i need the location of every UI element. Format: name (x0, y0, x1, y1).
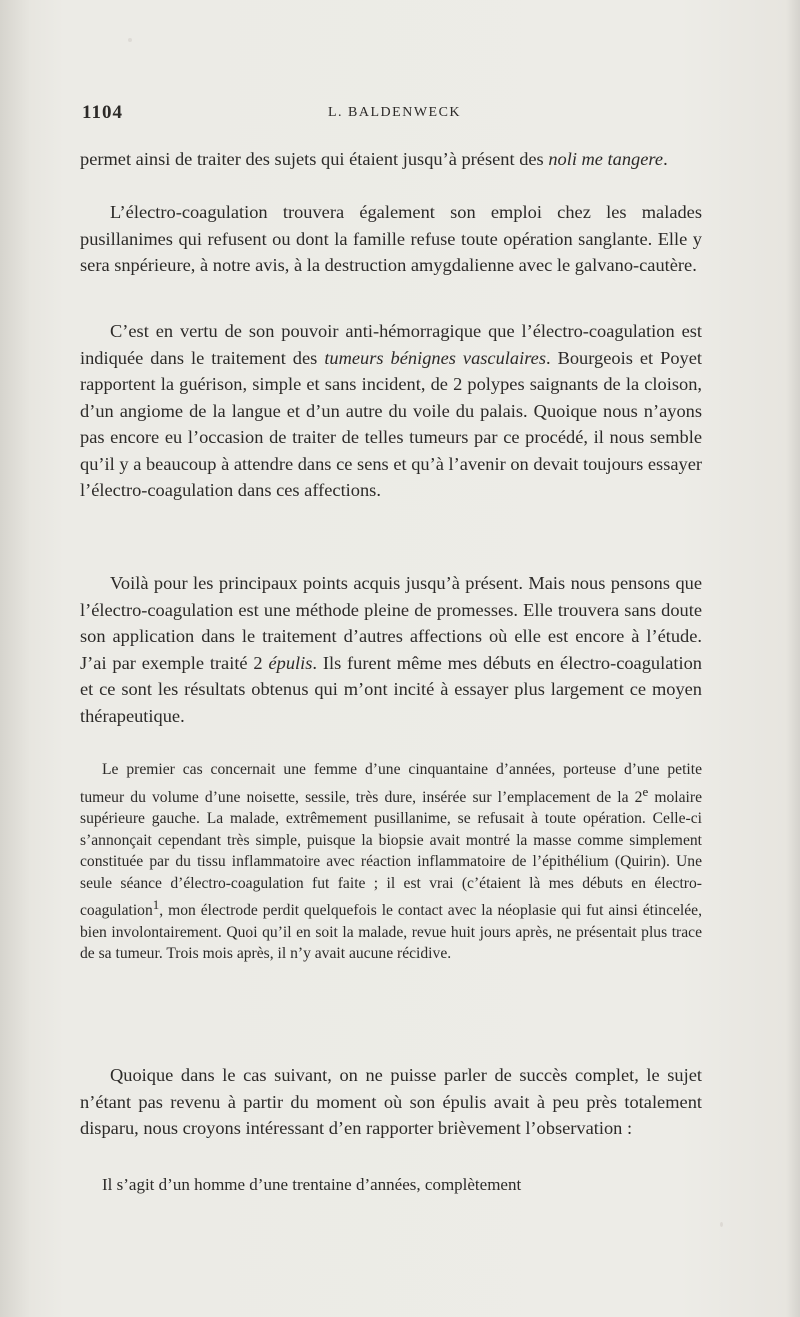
gutter-shadow (0, 0, 30, 1317)
case-note-before: Le premier cas concernait une femme d’une cinquantaine d’années, porteuse d’une petite tumeur du volume d’une noisette, sessile, très dure, insérée sur l’emplacement de la 2 (80, 761, 702, 806)
case-note (80, 759, 702, 965)
paper-speck (720, 1222, 723, 1227)
paragraph-4-italic: épulis (268, 652, 313, 673)
paragraph-1-text: permet ainsi de traiter des sujets qui étaient jusqu’à présent des (80, 149, 549, 169)
paragraph-3-after: . Bourgeois et Poyet rapportent la guérison, simple et sans incident, de 2 polypes saignants de la cloison, d’un angiome de la langue et d’un autre du voile du palais. Quoique nous n’ayons pas encore eu l’occasion de traiter de telles tumeurs par ce procédé, il nous semble qu’il y a beaucoup à attendre dans ce sens et qu’à l’avenir on devait toujours essayer l’électro-coagulation dans ces affections. (80, 347, 702, 500)
paragraph-1-end: . (663, 149, 668, 169)
paragraph-4 (80, 570, 702, 729)
footnote-reference: 1 (152, 897, 160, 913)
paper-speck (128, 38, 132, 42)
paragraph-3-italic: tumeurs bénignes vasculaires (324, 347, 546, 368)
paragraph-3-before: C’est en vertu de son pouvoir anti-hémorragique que l’électro-coagulation est indiquée dans le traitement des (80, 321, 702, 368)
paragraph-5: Quoique dans le cas suivant, on ne puisse parler de succès complet, le sujet n’étant pas revenu à partir du moment où son épulis avait à peu près totalement disparu, nous croyons intéressant d’en rapporter brièvement l’observation : (80, 1065, 702, 1138)
case-note-after: , mon électrode perdit quelquefois le contact avec la néoplasie qui fut ainsi étincelée, bien involontairement. Quoi qu’il en soit la malade, revue huit jours après, ne présentait plus trace de sa tumeur. Trois mois après, il n’y avait aucune récidive. (80, 902, 702, 963)
paragraph-3 (80, 318, 702, 504)
paragraph-2: L’électro-coagulation trouvera également son emploi chez les malades pusillanimes qui refusent ou dont la famille refuse toute opération sanglante. Elle y sera snpérieure, à notre avis, à la destruction amygdalienne avec le galvano-cautère. (80, 202, 702, 275)
paragraph-6: Il s’agit d’un homme d’une trentaine d’années, complètement (102, 1175, 522, 1194)
case-note-middle: molaire supérieure gauche. La malade, extrêmement pusillanime, se refusait à toute opération. Celle-ci s’annonçait cependant très simple, puisque la biopsie avait montré la masse comme simplement constituée par du tissu inflammatoire avec réaction inflammatoire de l’épithélium (Quirin). Une seule séance d’électro-coagulation fut faite ; il est vrai (c’étaient là mes débuts en électro-coagulation (80, 788, 702, 920)
page-number: 1104 (82, 102, 123, 123)
case-note-superscript: e (642, 783, 649, 799)
paragraph-1 (80, 146, 702, 173)
page-header (82, 102, 702, 128)
running-head: L. BALDENWECK (328, 105, 462, 120)
paragraph-1-italic: noli me tangere (548, 149, 664, 169)
paragraph-4-before: Voilà pour les principaux points acquis jusqu’à présent. Mais nous pensons que l’électro-coagulation est une méthode pleine de promesses. Elle trouvera sans doute son application dans le traitement d’autres affections où elle est encore à l’étude. J’ai par exemple traité 2 (80, 573, 702, 673)
paragraph-4-after: . Ils furent même mes débuts en électro-coagulation et ce sont les résultats obtenus qui m’ont incité à essayer plus largement ce moyen thérapeutique. (80, 652, 702, 726)
page-edge (786, 0, 800, 1317)
